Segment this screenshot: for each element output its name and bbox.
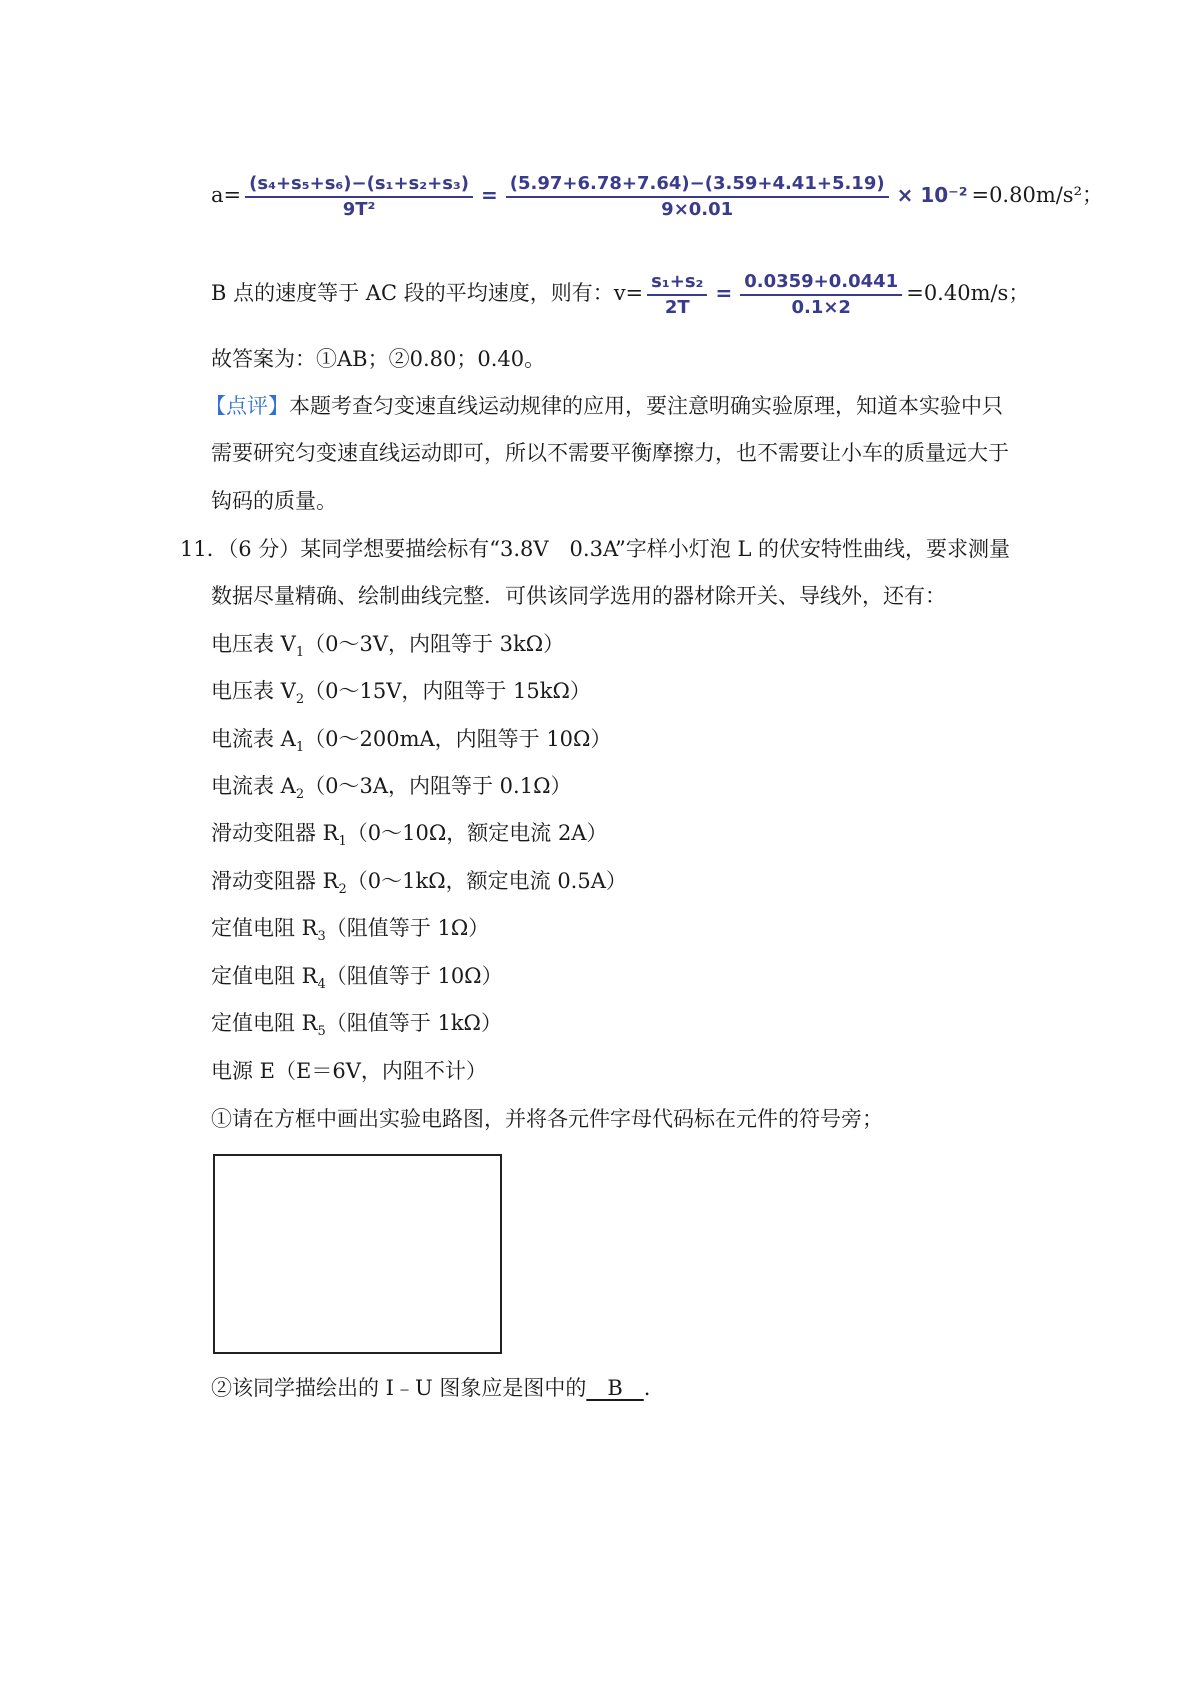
equipment-name: 滑动变阻器 R — [211, 869, 339, 893]
formula-v-frac1-den: 2T — [664, 296, 690, 318]
formula-a-frac2-num: (5.97+6.78+7.64)−(3.59+4.41+5.19) — [506, 173, 889, 198]
answer-line: 故答案为：①AB；②0.80；0.40。 — [211, 347, 546, 371]
task-2 — [211, 1373, 650, 1403]
equipment-spec: （0～200mA，内阻等于 10Ω） — [304, 727, 612, 751]
formula-v-result: =0.40m/s； — [906, 281, 1030, 305]
equipment-sub: 4 — [317, 977, 326, 993]
equipment-sub: 3 — [317, 929, 326, 945]
formula-v-eq: = — [715, 281, 733, 305]
question-11-line-2: 数据尽量精确、绘制曲线完整．可供该同学选用的器材除开关、导线外，还有： — [211, 584, 946, 608]
formula-a-frac2 — [506, 173, 889, 221]
equipment-name: 定值电阻 R — [211, 1011, 318, 1035]
formula-a-frac2-den: 9×0.01 — [661, 198, 734, 220]
comment-line-2: 需要研究匀变速直线运动即可，所以不需要平衡摩擦力，也不需要让小车的质量远大于 — [211, 441, 1009, 465]
comment-line-3: 钩码的质量。 — [211, 489, 337, 513]
formula-v-frac1-num: s₁+s₂ — [647, 271, 707, 296]
task-2-end: . — [643, 1376, 651, 1400]
equipment-sub: 1 — [338, 834, 347, 850]
equipment-name: 电压表 V — [211, 679, 296, 703]
task-2-text: ②该同学描绘出的 I﹣U 图象应是图中的 — [211, 1376, 587, 1400]
formula-a-frac1 — [245, 173, 473, 221]
equipment-item — [211, 771, 572, 810]
equipment-spec: （阻值等于 1Ω） — [325, 916, 490, 940]
equipment-name: 电流表 A — [211, 727, 296, 751]
equipment-sub: 2 — [295, 692, 305, 708]
circuit-drawing-box[interactable] — [213, 1154, 502, 1354]
equipment-name: 电流表 A — [211, 774, 296, 798]
formula-a-eq: = — [481, 183, 498, 207]
formula-v-frac2-den: 0.1×2 — [791, 296, 851, 318]
task-2-answer-blank: B — [586, 1376, 644, 1400]
equipment-item — [211, 629, 564, 668]
formula-acceleration — [211, 170, 1103, 221]
equipment-name: 滑动变阻器 R — [211, 821, 339, 845]
equipment-name: 电源 E（E＝6V，内阻不计） — [211, 1059, 487, 1083]
equipment-spec: （阻值等于 1kΩ） — [325, 1011, 502, 1035]
comment-line-1 — [205, 391, 1003, 421]
equipment-spec: （0～3V，内阻等于 3kΩ） — [304, 632, 565, 656]
formula-v-frac2 — [740, 271, 902, 319]
comment-tag: 【点评】 — [205, 394, 289, 418]
equipment-sub: 2 — [338, 882, 347, 898]
equipment-item — [211, 724, 611, 763]
equipment-sub: 1 — [295, 645, 305, 661]
formula-a-times: × 10⁻² — [896, 183, 968, 207]
formula-a-result: =0.80m/s²； — [971, 183, 1104, 207]
formula-v-frac1 — [647, 271, 707, 319]
equipment-spec: （0～3A，内阻等于 0.1Ω） — [304, 774, 572, 798]
task-1: ①请在方框中画出实验电路图，并将各元件字母代码标在元件的符号旁； — [211, 1107, 883, 1131]
equipment-item — [211, 1008, 502, 1047]
equipment-spec: （0～1kΩ，额定电流 0.5A） — [346, 869, 627, 893]
question-11-line-1: 11．（6 分）某同学想要描绘标有“3.8V 0.3A”字样小灯泡 L 的伏安特性曲线，要求测量 — [180, 537, 1011, 561]
formula-a-lhs: a= — [211, 183, 242, 207]
equipment-spec: （阻值等于 10Ω） — [325, 964, 503, 988]
formula-velocity — [211, 268, 1029, 319]
equipment-sub: 2 — [295, 787, 305, 803]
equipment-item — [211, 961, 503, 1000]
equipment-item — [211, 676, 591, 715]
formula-a-frac1-den: 9T² — [342, 198, 376, 220]
equipment-sub: 5 — [317, 1024, 326, 1040]
equipment-spec: （0～15V，内阻等于 15kΩ） — [304, 679, 591, 703]
formula-v-prefix: B 点的速度等于 AC 段的平均速度，则有：v= — [211, 281, 644, 305]
equipment-name: 定值电阻 R — [211, 916, 318, 940]
equipment-name: 电压表 V — [211, 632, 296, 656]
comment-text-1: 本题考查匀变速直线运动规律的应用，要注意明确实验原理，知道本实验中只 — [289, 394, 1003, 418]
equipment-name: 定值电阻 R — [211, 964, 318, 988]
equipment-item — [211, 818, 607, 857]
equipment-item — [211, 913, 489, 952]
equipment-spec: （0～10Ω，额定电流 2A） — [346, 821, 608, 845]
formula-a-frac1-num: (s₄+s₅+s₆)−(s₁+s₂+s₃) — [245, 173, 473, 198]
equipment-item — [211, 1056, 487, 1086]
equipment-item — [211, 866, 627, 905]
formula-v-frac2-num: 0.0359+0.0441 — [740, 271, 902, 296]
equipment-sub: 1 — [295, 740, 305, 756]
